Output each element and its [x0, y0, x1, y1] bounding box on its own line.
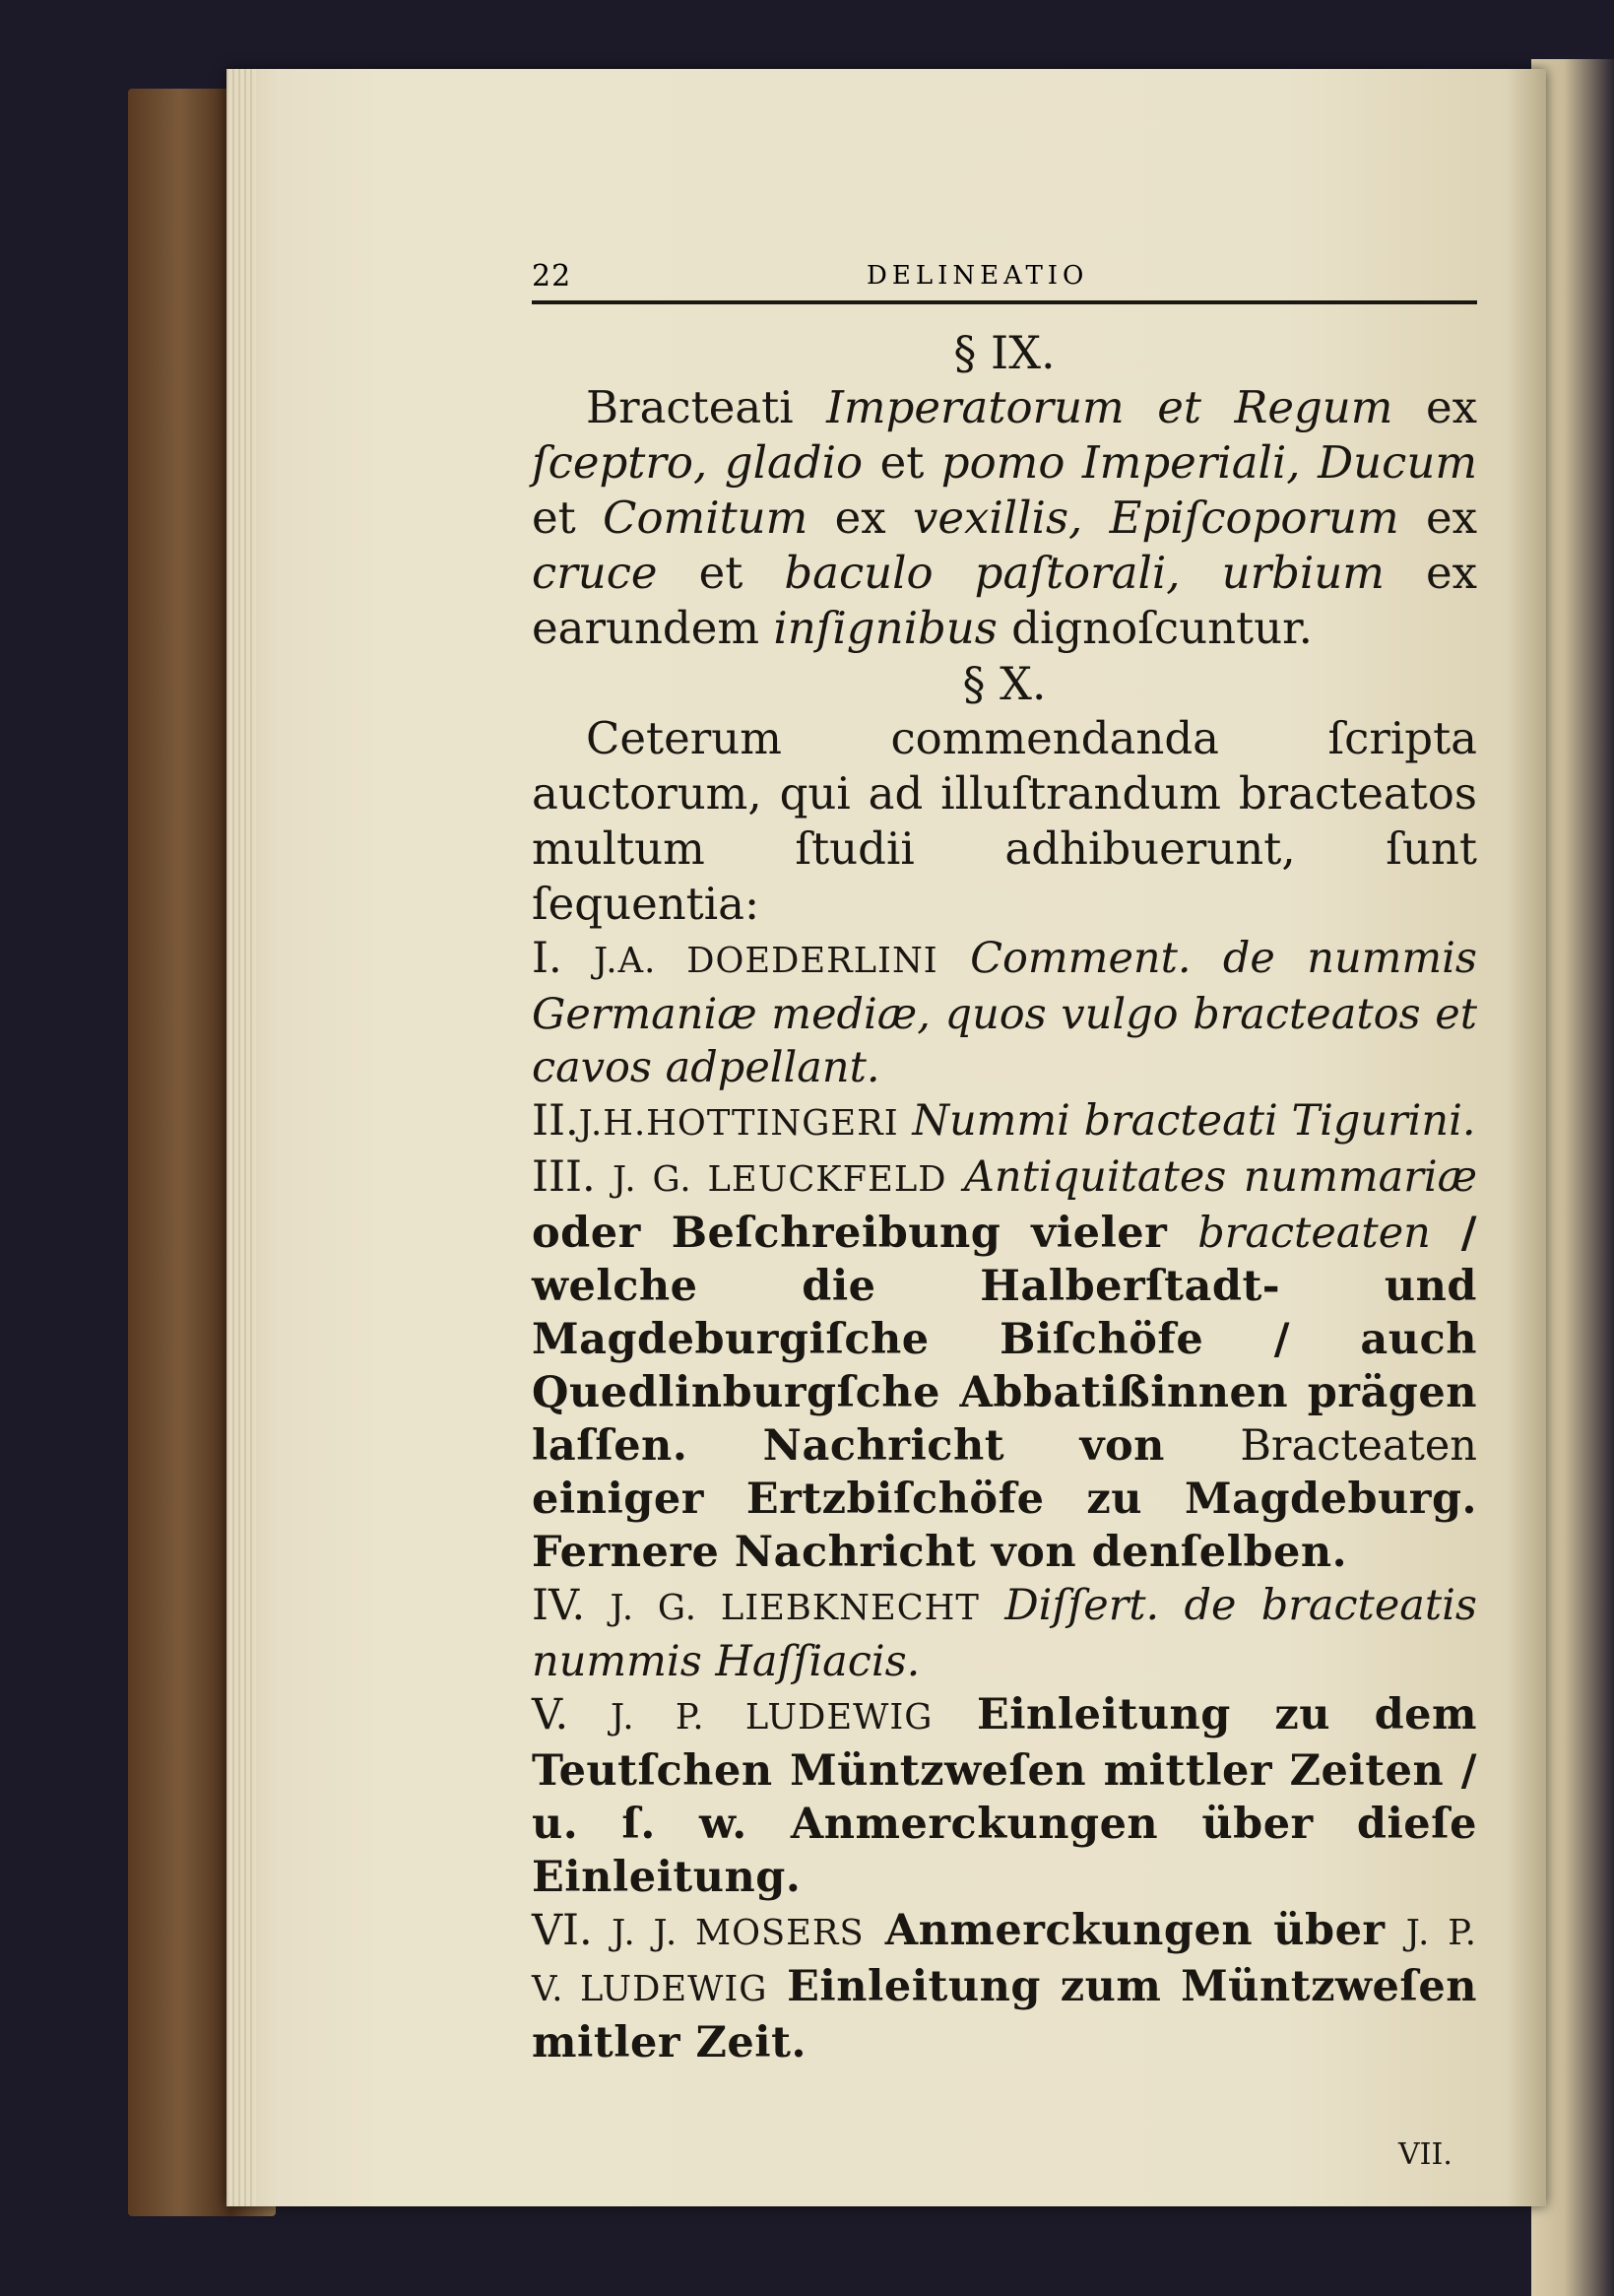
text-run-italic: baculo paſtorali, urbium	[784, 547, 1385, 599]
item-number: IV.	[532, 1581, 586, 1630]
item-text-italic: bracteaten	[1197, 1209, 1431, 1258]
bibliography-item	[532, 1150, 1477, 1579]
page-body	[532, 256, 1477, 2069]
item-title: Diſſert. de bracteatis nummis Haſſiacis.	[532, 1581, 1477, 1686]
item-author: J.A. DOEDERLINI	[594, 941, 938, 981]
text-run: ex	[1398, 492, 1477, 544]
item-number: I.	[532, 934, 562, 983]
page-edge-stack	[226, 69, 256, 2206]
item-author: J. P. V. LUDEWIG	[532, 1913, 1477, 2009]
item-number: V.	[532, 1690, 569, 1739]
text-run: ex	[1392, 381, 1477, 433]
text-run: ex	[807, 492, 913, 544]
item-text-blackletter: oder Beſchreibung vieler	[532, 1209, 1198, 1258]
item-author: J. P. LUDEWIG	[610, 1697, 934, 1738]
section-heading-x: § X.	[962, 657, 1047, 710]
bibliography-item	[532, 932, 1477, 1094]
text-run-italic: Imperatorum et Regum	[826, 381, 1393, 433]
text-run: et	[657, 547, 785, 599]
item-author: J. J. MOSERS	[612, 1913, 865, 1953]
text-run: Bracteati	[586, 381, 827, 433]
item-author: J. G. LIEBKNECHT	[610, 1588, 980, 1628]
item-text-blackletter: Einleitung zum Müntzweſen mitler Zeit.	[532, 1962, 1477, 2067]
bibliography-item	[532, 1904, 1477, 2069]
item-number: II.	[532, 1096, 579, 1146]
page-number: 22	[532, 259, 572, 294]
item-author: J. G. LEUCKFELD	[613, 1159, 947, 1200]
item-author: J.H.HOTTINGERI	[578, 1103, 899, 1144]
item-text-blackletter: Anmerckungen über	[864, 1906, 1406, 1955]
text-run-italic: Comitum	[603, 492, 808, 544]
item-title: Nummi bracteati Tigurini.	[912, 1096, 1476, 1146]
text-run: dignoſcuntur.	[997, 602, 1313, 654]
section-ix-paragraph	[532, 380, 1477, 656]
catchword: VII.	[1398, 2137, 1453, 2172]
text-run: et	[863, 436, 941, 489]
text-run-italic: inſignibus	[773, 602, 998, 654]
text-run: ex earundem	[532, 547, 1477, 654]
item-number: VI.	[532, 1906, 593, 1955]
item-text-blackletter: / welche die Halberſtadt- und Magdeburgiſche Biſchöfe / auch Quedlinburgſche Abbatißinnen prägen laſſen. Nachricht von	[532, 1209, 1477, 1471]
item-number: III.	[532, 1152, 596, 1202]
item-text-blackletter: Einleitung zu dem Teutſchen Müntzweſen mittler Zeiten / u. ſ. w. Anmerckungen über dieſe Einleitung.	[532, 1690, 1477, 1902]
item-text-blackletter: einiger Ertzbiſchöfe zu Magdeburg. Fernere Nachricht von denſelben.	[532, 1475, 1477, 1577]
item-title: Comment. de nummis Germaniæ mediæ, quos vulgo bracteatos et cavos adpellant.	[532, 934, 1478, 1092]
item-title: Antiquitates nummariæ	[963, 1152, 1477, 1202]
item-text-roman: Bracteaten	[1240, 1421, 1477, 1471]
text-run: et	[532, 492, 604, 544]
text-run-italic: pomo Imperiali, Ducum	[940, 436, 1477, 489]
section-heading-ix: § IX.	[953, 326, 1056, 379]
section-x-intro: Ceterum commendanda ſcripta auctorum, qui ad illuſtrandum bracteatos multum ſtudii adhibuerunt, ſunt ſequentia:	[532, 712, 1477, 930]
bibliography-item	[532, 1094, 1477, 1150]
text-run-italic: cruce	[532, 547, 658, 599]
text-run-italic: ſceptro, gladio	[532, 436, 864, 489]
bibliography-item	[532, 1579, 1477, 1688]
bibliography-item	[532, 1688, 1477, 1904]
running-title: DELINEATIO	[867, 261, 1089, 291]
text-run-italic: vexillis, Epiſcoporum	[912, 492, 1399, 544]
